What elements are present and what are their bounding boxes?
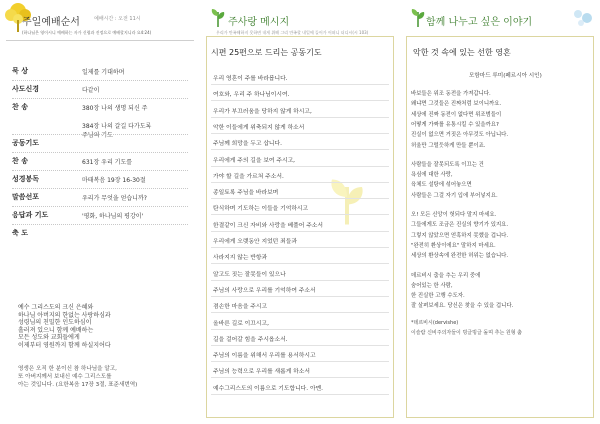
prayer-line: 악한 이들에게 위축되지 않게 하소서	[213, 124, 305, 131]
story-line: 데르비시 춤을 추는 우리 중에	[411, 272, 481, 279]
order-divider	[12, 80, 188, 81]
order-value: 마태복음 19장 16-30절	[82, 177, 146, 184]
prayer-line: 주님의 이름을 위해서 우리를 용서하시고	[213, 353, 316, 360]
footer-line: 아는 것입니다. (요한복음 17장 3절, 표준새번역)	[18, 382, 138, 388]
line-rule	[211, 345, 389, 346]
note-title: *데르비시(dervishe)	[411, 319, 459, 326]
line-rule	[211, 182, 389, 183]
prayer-line: 우리에게 주의 길을 보여 주시고,	[213, 157, 296, 164]
order-divider	[12, 170, 188, 171]
prayer-line: 여호와, 우리 주 하나님이시여.	[213, 92, 290, 99]
order-value: '평화, 하나님의 평강이'	[82, 213, 144, 220]
prayer-line: 올바른 길로 이끄시고,	[213, 320, 269, 327]
worship-verse-ref: (하나님은 영이시니 예배하는 자가 신령과 진정으로 예배할지니라 요4:24)	[22, 30, 152, 35]
line-rule	[211, 84, 389, 85]
sprout-icon	[410, 8, 426, 28]
order-value: 주님의 기도	[82, 132, 113, 139]
order-label: 축 도	[12, 229, 28, 237]
worship-order-row	[12, 174, 192, 188]
story-line: 진실이 없으면 거짓은 아무것도 아닙니다.	[411, 132, 509, 139]
story-line: 세상에 진짜 동전이 없다면 위조범들이	[411, 111, 502, 118]
story-author: 모함마드 루미(페르시아 시인)	[469, 73, 542, 79]
line-rule	[211, 149, 389, 150]
story-line: 바보들은 위조 동전을 가져갑니다.	[411, 91, 491, 97]
footer-line: 영생은 오직 한 분이신 참 하나님을 알고,	[18, 366, 117, 372]
order-value: 우리가 무엇을 얻습니까?	[82, 195, 147, 202]
divider	[6, 40, 194, 41]
worship-order-row	[12, 84, 192, 98]
order-label: 성경봉독	[12, 175, 40, 183]
footer-line: 또 아버지께서 보내신 예수 그리스도를	[18, 374, 112, 380]
order-divider	[12, 152, 188, 153]
prayer-line: 한결같이 크신 자비와 사랑을 베풀어 주소서	[213, 222, 324, 229]
story-line: 그들에게도 조금은 진실의 향기가 있지요.	[411, 222, 509, 229]
prayer-line: 예수그리스도의 이름으로 기도합니다. 아멘.	[213, 385, 324, 392]
line-rule	[211, 247, 389, 248]
blessing-line: 성령님의 친밀한 인도하심이	[18, 319, 92, 327]
order-label: 공동기도	[12, 139, 40, 147]
story-line: 욕심에 대한 사랑,	[411, 172, 453, 179]
order-label: 사도신경	[12, 85, 40, 93]
story-line: 허울만 그럴듯하게 만들 뿐이죠.	[411, 142, 486, 149]
order-divider	[12, 134, 188, 135]
blessing-line: 예수 그리스도의 크신 은혜와	[18, 304, 94, 311]
watermark-sprout-icon	[327, 177, 367, 227]
order-value: 384장 나의 갈길 다가도록	[82, 123, 152, 130]
story-line: 잘 살펴보세요. 당신은 찾을 수 있을 겁니다.	[411, 303, 514, 310]
worship-order-title: 주일예배순서	[22, 17, 80, 28]
prayer-line: 우리 영혼이 주를 바라봅니다.	[213, 76, 288, 82]
order-label: 찬 송	[12, 103, 28, 111]
prayer-header-title: 주사랑 메시지	[228, 17, 290, 28]
prayer-line: 우리에게 오랫동안 지었던 죄들과	[213, 239, 297, 245]
story-title: 악한 것 속에 있는 선한 영혼	[413, 48, 511, 57]
note-line: 이슬람 신비주의자들이 빙글빙글 돌며 추는 원형 춤	[411, 329, 522, 336]
order-divider	[12, 224, 188, 225]
worship-order-row	[12, 102, 192, 116]
line-rule	[211, 394, 389, 395]
prayer-line: 종일토록 주님을 바라보며	[213, 190, 279, 197]
line-rule	[211, 214, 389, 215]
story-line: 숨어있는 한 사람,	[411, 282, 453, 289]
bubbles-icon	[572, 8, 596, 28]
line-rule	[211, 263, 389, 264]
order-label: 응답과 기도	[12, 211, 49, 219]
prayer-header-sub: 우리가 만족해하지 못하면 내게 위해 그리 만족할 내일에 들어가 어떠니 더디시(시 103)	[216, 30, 369, 35]
story-line: 그렇지 않았으면 얻혹하지 못했을 겁니다.	[411, 232, 509, 239]
story-line: 오! 모든 신앙이 헛되다 말지 마세요.	[411, 212, 497, 218]
order-divider	[12, 188, 188, 189]
prayer-line: 주님의 사랑으로 우리를 기억하여 주소서	[213, 287, 316, 294]
story-line: 사람들을 잘못되도록 이끄는 건	[411, 161, 484, 168]
prayer-line: 우리가 부끄러움을 당하지 않게 하시고,	[213, 108, 312, 115]
line-rule	[211, 166, 389, 167]
line-rule	[211, 133, 389, 134]
prayer-line: 사라지지 않는 반항과	[213, 255, 268, 262]
prayer-line: 주님의 능력으로 우리를 새롭게 하소서	[213, 369, 310, 376]
line-rule	[211, 231, 389, 232]
prayer-title: 시편 25편으로 드리는 공동기도	[211, 48, 322, 57]
order-value: 380장 나의 생명 되신 주	[82, 105, 148, 112]
worship-order-row	[12, 228, 192, 242]
story-header-title: 함께 나누고 싶은 이야기	[426, 17, 533, 28]
line-rule	[211, 280, 389, 281]
order-label: 묵 상	[12, 67, 28, 75]
prayer-line: 알고도 짓는 잘못들이 있으나	[213, 271, 286, 278]
worship-order-row	[12, 192, 192, 206]
story-box	[406, 36, 594, 418]
worship-order-header	[0, 0, 200, 35]
prayer-header	[200, 0, 400, 35]
worship-order-row	[12, 156, 192, 170]
line-rule	[211, 100, 389, 101]
order-value: 일제를 기대하며	[82, 69, 125, 76]
worship-order-row	[12, 66, 192, 80]
story-line: "완전히 환상이에요" 말하지 마세요.	[411, 242, 496, 249]
story-line: 세상의 환상속에 완전한 허위는 없습니다.	[411, 253, 509, 260]
line-rule	[211, 198, 389, 199]
blessing-line: 모든 성도와 교회들에게	[18, 334, 80, 342]
story-line: 한 진실한 고행 수도자.	[411, 293, 465, 300]
order-divider	[12, 206, 188, 207]
prayer-column	[200, 0, 400, 424]
story-line: 사람들은 그걸 자기 입에 부어넣지요.	[411, 192, 498, 199]
prayer-line: 탄식하며 기도하는 이들을 기억하시고	[213, 206, 309, 213]
story-line: 왜냐면 그것들은 진짜처럼 보이니까요.	[411, 101, 502, 108]
story-header	[400, 0, 600, 35]
worship-order-row	[12, 138, 192, 152]
line-rule	[211, 361, 389, 362]
story-line: 어떻게 가짜를 유통시킬 수 있을까요?	[411, 121, 499, 128]
order-label: 찬 송	[12, 157, 28, 165]
worship-order-column	[0, 0, 200, 424]
prayer-line: 길을 걸어갈 힘을 주시옵소서.	[213, 336, 288, 343]
worship-order-row	[12, 210, 192, 224]
line-rule	[211, 117, 389, 118]
line-rule	[211, 312, 389, 313]
line-rule	[211, 329, 389, 330]
story-column	[400, 0, 600, 424]
blessing-line: 흘러져 있으니 함께 예배하는	[18, 326, 94, 334]
order-label: 말씀선포	[12, 193, 40, 201]
order-divider	[12, 98, 188, 99]
line-rule	[211, 377, 389, 378]
line-rule	[211, 296, 389, 297]
prayer-line: 주님께 희망을 두고 삽니다.	[213, 141, 282, 148]
prayer-box	[206, 36, 394, 418]
prayer-line: 가야 할 길을 가르쳐 주소서.	[213, 173, 284, 180]
blessing-line: 이제부터 영원까지 함께 하실지어다	[18, 342, 111, 349]
sprout-icon	[210, 8, 226, 28]
story-line: 육체도 설탕에 섞어놓으면	[411, 182, 472, 189]
prayer-line: 겸손한 마음을 주시고	[213, 304, 268, 311]
worship-time: 예배시간 : 오전 11시	[94, 16, 141, 22]
order-value: 631장 우리 기도를	[82, 159, 133, 166]
order-value: 다같이	[82, 87, 100, 94]
blessing-line: 하나님 아버지의 한없는 사랑하심과	[18, 311, 111, 319]
